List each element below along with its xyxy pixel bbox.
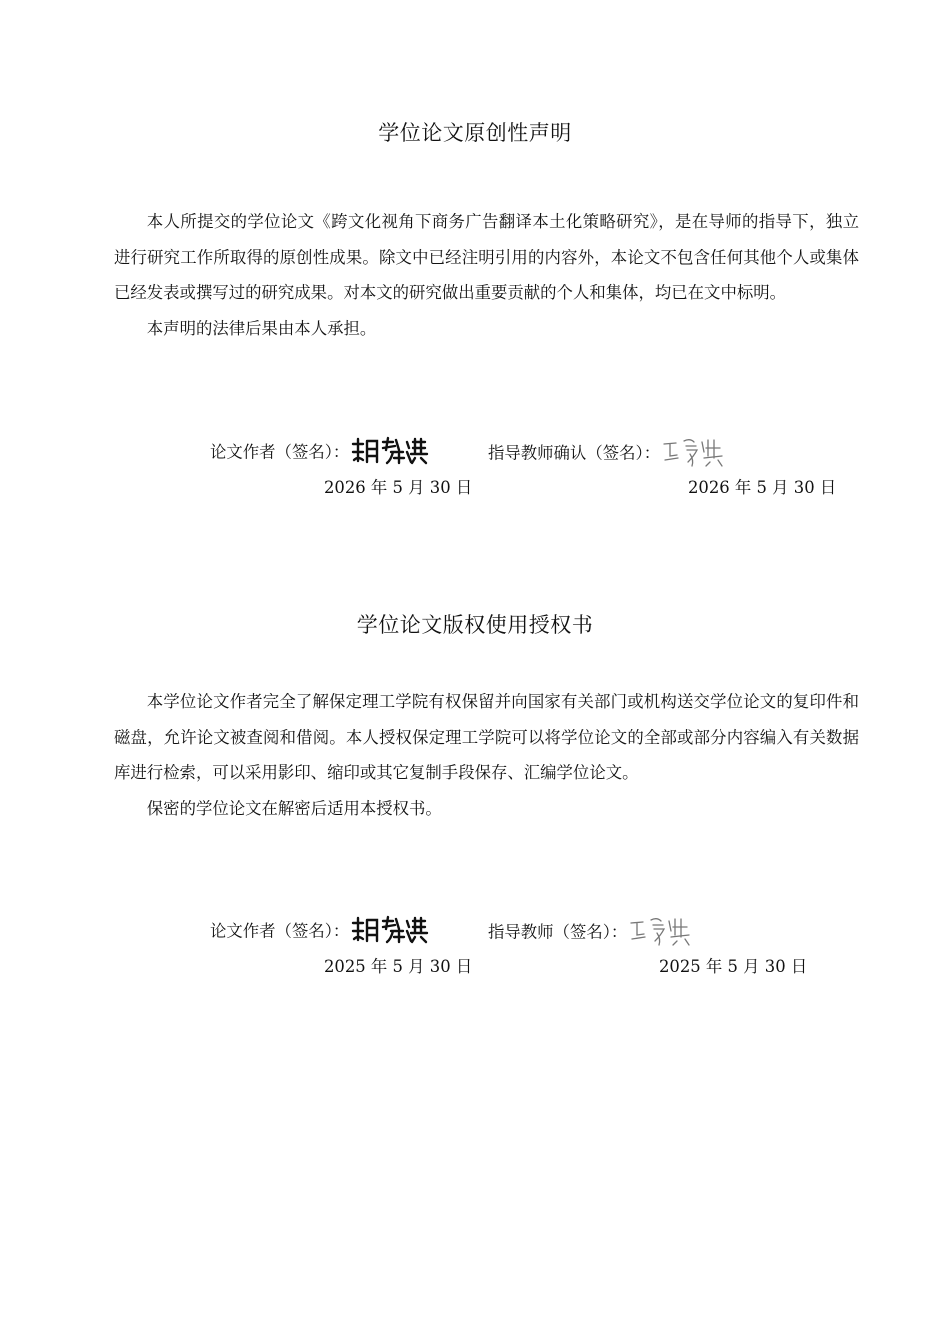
- authorization-title: 学位论文版权使用授权书: [356, 613, 594, 637]
- declaration-advisor-date: 2026 年 5 月 30 日: [688, 478, 837, 497]
- authorization-paragraph: 本学位论文作者完全了解保定理工学院有权保留并向国家有关部门或机构送交学位论文的复印件和磁盘，允许论文被查阅和借阅。本人授权保定理工学院可以将学位论文的全部或部分内容编入有关数据库进行检索，可以采用影印、缩印或其它复制手段保存、汇编学位论文。: [114, 692, 859, 782]
- authorization-body: [114, 684, 859, 826]
- declaration-author-date: 2026 年 5 月 30 日: [324, 478, 473, 497]
- declaration-body: [114, 204, 859, 346]
- advisor-handwritten-signature: [660, 436, 734, 472]
- author-label: 论文作者（签名）：: [210, 921, 350, 941]
- authorization-paragraph: 保密的学位论文在解密后适用本授权书。: [146, 798, 442, 818]
- declaration-paragraph: 本声明的法律后果由本人承担。: [146, 318, 377, 338]
- authorization-author-date: 2025 年 5 月 30 日: [324, 957, 473, 976]
- declaration-title: 学位论文原创性声明: [378, 121, 572, 145]
- authorization-author-signature-line: [210, 915, 429, 949]
- author-handwritten-signature: [349, 436, 429, 470]
- authorization-advisor-date: 2025 年 5 月 30 日: [659, 957, 808, 976]
- author-handwritten-signature: [349, 915, 429, 949]
- advisor-handwritten-signature: [627, 915, 701, 951]
- authorization-advisor-signature-line: [488, 915, 701, 951]
- advisor-label: 指导教师（签名）：: [488, 922, 628, 942]
- declaration-advisor-signature-line: [488, 436, 734, 472]
- author-label: 论文作者（签名）：: [210, 442, 350, 462]
- declaration-author-signature-line: [210, 436, 429, 470]
- declaration-paragraph: 本人所提交的学位论文《跨文化视角下商务广告翻译本土化策略研究》，是在导师的指导下，独立进行研究工作所取得的原创性成果。除文中已经注明引用的内容外，本论文不包含任何其他个人或集体已经发表或撰写过的研究成果。对本文的研究做出重要贡献的个人和集体，均已在文中标明。: [114, 212, 859, 302]
- advisor-label: 指导教师确认（签名）：: [488, 443, 661, 463]
